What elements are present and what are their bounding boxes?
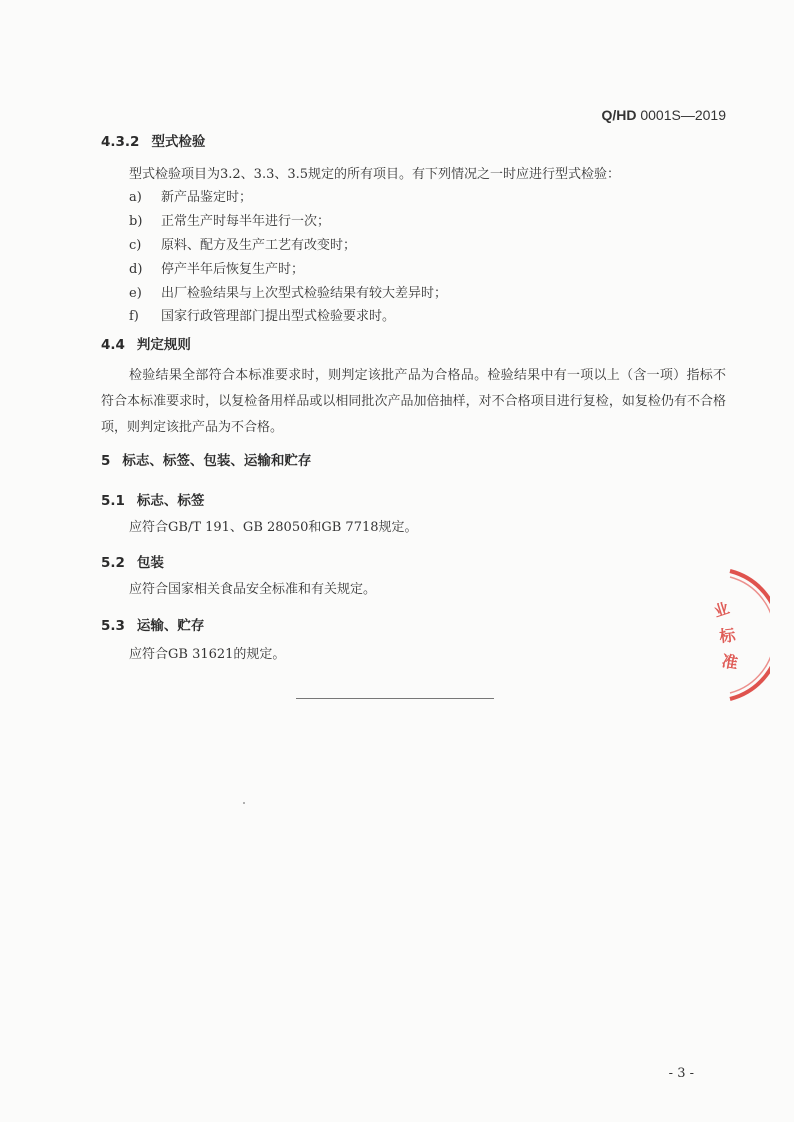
heading-number: 5.2 [101,555,125,571]
svg-text:业: 业 [711,599,732,621]
svg-text:准: 准 [720,651,740,673]
heading-number: 4.4 [101,337,125,353]
standard-code-prefix: Q/HD [601,107,637,123]
end-rule [296,698,494,699]
list-item [129,305,395,324]
heading-number: 5.1 [101,493,125,509]
type-inspection-intro: 型式检验项目为3.2、3.3、3.5规定的所有项目。有下列情况之一时应进行型式检验： [129,167,621,182]
heading-title: 包装 [136,555,164,571]
list-text: 停产半年后恢复生产时； [161,262,305,277]
heading-title: 标志、标签 [136,493,205,509]
standard-code [601,107,726,123]
heading-number: 4.3.2 [101,134,140,150]
list-text: 正常生产时每半年进行一次； [161,214,331,229]
heading-title: 判定规则 [136,337,191,353]
list-text: 国家行政管理部门提出型式检验要求时。 [161,309,396,324]
scan-speck [243,802,245,804]
list-marker: f) [129,309,139,324]
list-item [129,282,447,301]
list-text: 出厂检验结果与上次型式检验结果有较大差异时； [161,286,448,301]
judgment-rules-text: 检验结果全部符合本标准要求时，则判定该批产品为合格品。检验结果中有一项以上（含一项）指标不符合本标准要求时，以复检备用样品或以相同批次产品加倍抽样，对不合格项目进行复检，如复检仍有不合格项，则判定该批产品为不合格。 [101,368,726,435]
list-marker: a) [129,190,142,205]
heading-5-2 [101,551,164,571]
list-item [129,186,252,205]
list-marker: b) [129,214,143,229]
list-marker: e) [129,286,142,301]
official-seal-stamp [690,565,770,705]
heading-number: 5.3 [101,618,125,634]
heading-5-3 [101,614,204,634]
list-marker: c) [129,238,142,253]
transport-storage-text: 应符合GB 31621的规定。 [129,647,286,662]
page-number: - 3 - [668,1066,694,1081]
heading-title: 标志、标签、包装、运输和贮存 [122,453,312,469]
list-item [129,234,356,253]
labeling-text: 应符合GB/T 191、GB 28050和GB 7718规定。 [129,520,418,535]
list-item [129,258,304,277]
heading-title: 型式检验 [151,134,206,150]
heading-5-1 [101,489,204,509]
heading-5 [101,449,311,469]
packaging-text: 应符合国家相关食品安全标准和有关规定。 [129,582,377,597]
heading-number: 5 [101,453,111,469]
list-text: 原料、配方及生产工艺有改变时； [161,238,357,253]
list-marker: d) [129,262,143,277]
svg-text:标: 标 [718,625,737,646]
standard-code-suffix: 0001S—2019 [636,107,726,123]
list-text: 新产品鉴定时； [161,190,253,205]
heading-title: 运输、贮存 [136,618,205,634]
list-item [129,210,330,229]
heading-4-4 [101,333,191,353]
heading-4-3-2 [101,130,205,150]
